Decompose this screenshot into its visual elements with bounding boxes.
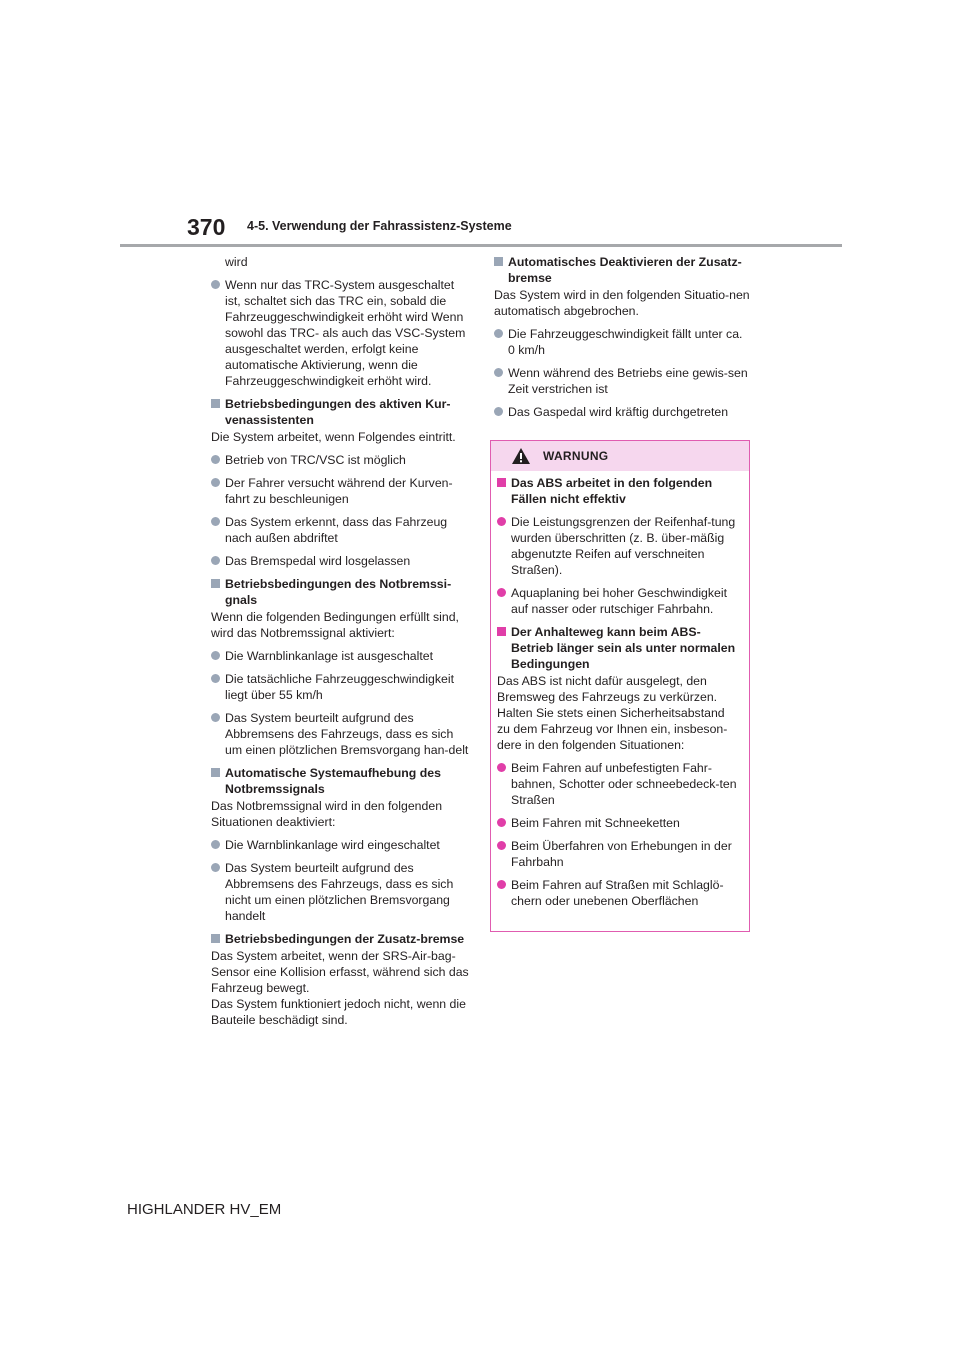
bullet-icon xyxy=(211,517,220,526)
paragraph: Das ABS ist nicht dafür ausgelegt, den Bremsweg des Fahrzeugs zu verkürzen. Halten Sie stets einen Sicherheitsabstand zu dem Fahrzeug vor Ihnen ein, insbeson-dere in den folgenden Situationen: xyxy=(497,674,728,752)
bullet-icon xyxy=(497,763,506,772)
list-item: Wenn während des Betriebs eine gewis-sen Zeit verstrichen ist xyxy=(494,365,752,397)
list-item: Wenn nur das TRC-System ausgeschaltet ist, schaltet sich das TRC ein, sobald die Fahrzeuggeschwindigkeit erhöht wird Wenn sowohl das TRC- als auch das VSC-System ausgeschaltet werden, erfolgt keine automatische Aktivierung, wenn die Fahrzeuggeschwindigkeit erhöht wird. xyxy=(211,277,469,389)
list-item: Beim Fahren auf Straßen mit Schlaglö-chern oder unebenen Oberflächen xyxy=(497,877,741,909)
warning-box xyxy=(490,440,750,932)
left-column xyxy=(211,254,469,1035)
section-heading: Betriebsbedingungen des aktiven Kur-venassistenten xyxy=(211,396,469,428)
bullet-icon xyxy=(497,841,506,850)
list-item: Das Bremspedal wird losgelassen xyxy=(211,553,469,569)
square-bullet-icon xyxy=(211,768,220,777)
paragraph: Das System funktioniert jedoch nicht, wenn die Bauteile beschädigt sind. xyxy=(211,997,466,1027)
bullet-icon xyxy=(494,368,503,377)
bullet-icon xyxy=(211,840,220,849)
section-heading: Betriebsbedingungen des Notbremssi-gnals xyxy=(211,576,469,608)
list-item: Das System beurteilt aufgrund des Abbremsens des Fahrzeugs, dass es sich um einen plötzlichen Bremsvorgang han-delt xyxy=(211,710,469,758)
warning-body xyxy=(497,475,741,916)
footer-model: HIGHLANDER HV_EM xyxy=(127,1201,282,1218)
list-item: Beim Fahren mit Schneeketten xyxy=(497,815,741,831)
bullet-icon xyxy=(211,455,220,464)
list-item: Das Gaspedal wird kräftig durchgetreten xyxy=(494,404,752,420)
page-header xyxy=(187,214,842,248)
square-bullet-icon xyxy=(211,399,220,408)
list-item: Die Warnblinkanlage wird eingeschaltet xyxy=(211,837,469,853)
bullet-icon xyxy=(211,280,220,289)
list-item: Aquaplaning bei hoher Geschwindigkeit auf nasser oder rutschiger Fahrbahn. xyxy=(497,585,741,617)
square-bullet-icon xyxy=(211,934,220,943)
bullet-icon xyxy=(211,863,220,872)
bullet-icon xyxy=(497,517,506,526)
list-item: Das System erkennt, dass das Fahrzeug nach außen abdriftet xyxy=(211,514,469,546)
paragraph: Wenn die folgenden Bedingungen erfüllt sind, wird das Notbremssignal aktiviert: xyxy=(211,610,459,640)
bullet-icon xyxy=(494,407,503,416)
header-divider xyxy=(120,244,842,247)
square-bullet-icon xyxy=(497,478,506,487)
paragraph: Die System arbeitet, wenn Folgendes eintritt. xyxy=(211,430,456,444)
bullet-icon xyxy=(494,329,503,338)
bullet-icon xyxy=(211,651,220,660)
continuation-text: wird xyxy=(225,255,248,269)
list-item: Die Warnblinkanlage ist ausgeschaltet xyxy=(211,648,469,664)
section-heading: Automatische Systemaufhebung des Notbremssignals xyxy=(211,765,469,797)
list-item: Die Fahrzeuggeschwindigkeit fällt unter ca. 0 km/h xyxy=(494,326,752,358)
square-bullet-icon xyxy=(497,627,506,636)
list-item: Beim Überfahren von Erhebungen in der Fahrbahn xyxy=(497,838,741,870)
section-heading: Automatisches Deaktivieren der Zusatz-bremse xyxy=(494,254,752,286)
bullet-icon xyxy=(211,556,220,565)
list-item: Betrieb von TRC/VSC ist möglich xyxy=(211,452,469,468)
paragraph: Das System arbeitet, wenn der SRS-Air-bag-Sensor eine Kollision erfasst, während sich das Fahrzeug bewegt. xyxy=(211,949,469,995)
warning-title: WARNUNG xyxy=(543,449,609,463)
bullet-icon xyxy=(497,818,506,827)
warning-triangle-icon xyxy=(511,447,531,465)
square-bullet-icon xyxy=(494,257,503,266)
warning-heading: Der Anhalteweg kann beim ABS-Betrieb länger sein als unter normalen Bedingungen xyxy=(497,624,741,672)
right-column xyxy=(494,254,752,427)
paragraph: Das Notbremssignal wird in den folgenden Situationen deaktiviert: xyxy=(211,799,443,829)
warning-header xyxy=(491,441,749,471)
bullet-icon xyxy=(211,478,220,487)
warning-heading: Das ABS arbeitet in den folgenden Fällen nicht effektiv xyxy=(497,475,741,507)
list-item: Die Leistungsgrenzen der Reifenhaf-tung wurden überschritten (z. B. über-mäßig abgenutzte Reifen auf verschneiten Straßen). xyxy=(497,514,741,578)
bullet-icon xyxy=(497,588,506,597)
list-item: Das System beurteilt aufgrund des Abbremsens des Fahrzeugs, dass es sich nicht um einen plötzlichen Bremsvorgang handelt xyxy=(211,860,469,924)
section-title: 4-5. Verwendung der Fahrassistenz-Systeme xyxy=(247,219,512,233)
paragraph: Das System wird in den folgenden Situatio-nen automatisch abgebrochen. xyxy=(494,288,750,318)
list-item: Beim Fahren auf unbefestigten Fahr-bahnen, Schotter oder schneebedeck-ten Straßen xyxy=(497,760,741,808)
square-bullet-icon xyxy=(211,579,220,588)
bullet-icon xyxy=(211,713,220,722)
list-item: Der Fahrer versucht während der Kurven-fahrt zu beschleunigen xyxy=(211,475,469,507)
bullet-icon xyxy=(211,674,220,683)
page-number: 370 xyxy=(187,214,226,240)
bullet-icon xyxy=(497,880,506,889)
list-item: Die tatsächliche Fahrzeuggeschwindigkeit liegt über 55 km/h xyxy=(211,671,469,703)
section-heading: Betriebsbedingungen der Zusatz-bremse xyxy=(211,931,469,947)
